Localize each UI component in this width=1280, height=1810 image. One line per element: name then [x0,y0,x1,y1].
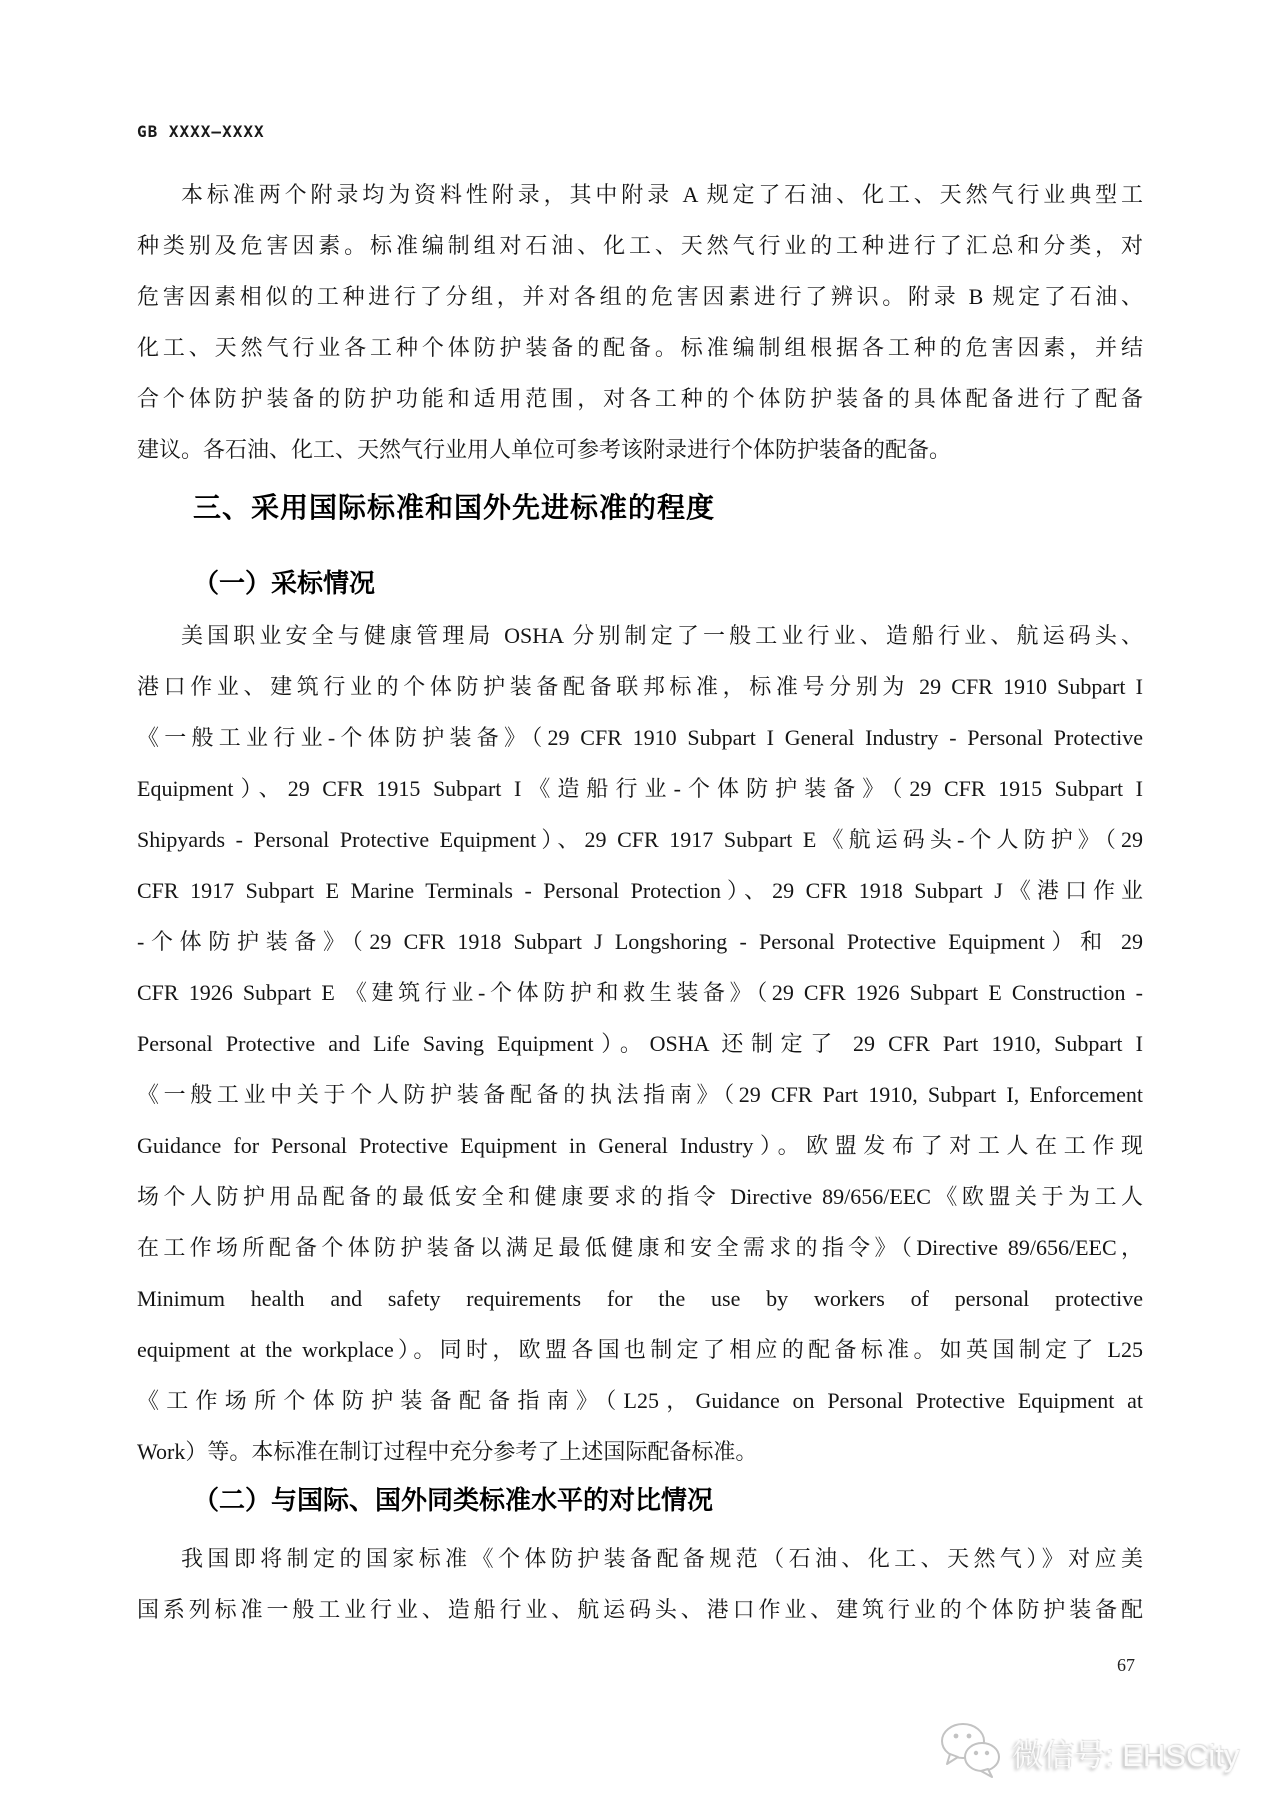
text-line: 种类别及危害因素。标准编制组对石油、化工、天然气行业的工种进行了汇总和分类，对 [137,233,1143,258]
text-line: 《一般工业行业-个体防护装备》（29 CFR 1910 Subpart I General Industry - Personal Protective [137,725,1143,750]
wechat-id-label: 微信号: EHSCity [1012,1738,1240,1773]
text-line: -个体防护装备》（29 CFR 1918 Subpart J Longshoring - Personal Protective Equipment）和 29 [137,929,1143,954]
text-line: 国系列标准一般工业行业、造船行业、航运码头、港口作业、建筑行业的个体防护装备配 [137,1597,1143,1622]
subheading-adoption-status: （一）采标情况 [193,568,376,598]
text-line: 危害因素相似的工种进行了分组，并对各组的危害因素进行了辨识。附录 B 规定了石油、 [137,284,1143,309]
subheading-comparison: （二）与国际、国外同类标准水平的对比情况 [193,1485,714,1515]
section-heading-3: 三、采用国际标准和国外先进标准的程度 [193,492,716,523]
text-line: Equipment）、29 CFR 1915 Subpart I《造船行业-个体防护装备》（29 CFR 1915 Subpart I [137,776,1143,801]
text-line: 场个人防护用品配备的最低安全和健康要求的指令 Directive 89/656/EEC《欧盟关于为工人 [137,1184,1143,1209]
text-line: 美国职业安全与健康管理局 OSHA 分别制定了一般工业行业、造船行业、航运码头、 [181,623,1143,648]
text-line: Personal Protective and Life Saving Equipment）。OSHA 还制定了 29 CFR Part 1910, Subpart I [137,1031,1143,1056]
text-line: Minimum health and safety requirements for the use by workers of personal protective [137,1286,1143,1311]
paragraph-appendix-intro [137,169,1143,475]
wechat-watermark [940,1722,1239,1783]
text-line: 建议。各石油、化工、天然气行业用人单位可参考该附录进行个体防护装备的配备。 [137,437,952,462]
standard-code-header: GB XXXX—XXXX [137,122,265,141]
text-line: Shipyards - Personal Protective Equipment）、29 CFR 1917 Subpart E《航运码头-个人防护》（29 [137,827,1143,852]
text-line: equipment at the workplace）。同时，欧盟各国也制定了相应的配备标准。如英国制定了 L25 [137,1337,1143,1362]
text-line: 合个体防护装备的防护功能和适用范围，对各工种的个体防护装备的具体配备进行了配备 [137,386,1143,411]
text-column [137,169,1143,1635]
text-line: CFR 1926 Subpart E 《建筑行业-个体防护和救生装备》（29 CFR 1926 Subpart E Construction - [137,980,1143,1005]
text-line: Guidance for Personal Protective Equipment in General Industry）。欧盟发布了对工人在工作现 [137,1133,1143,1158]
text-line: 港口作业、建筑行业的个体防护装备配备联邦标准，标准号分别为 29 CFR 1910 Subpart I [137,674,1143,699]
text-line: 本标准两个附录均为资料性附录，其中附录 A 规定了石油、化工、天然气行业典型工 [181,182,1143,207]
paragraph-comparison [137,1533,1143,1635]
page-number: 67 [1117,1655,1135,1675]
text-line: 我国即将制定的国家标准《个体防护装备配备规范（石油、化工、天然气）》对应美 [181,1546,1143,1571]
text-line: 《工作场所个体防护装备配备指南》（L25，Guidance on Personal Protective Equipment at [137,1388,1143,1413]
text-line: 《一般工业中关于个人防护装备配备的执法指南》（29 CFR Part 1910, Subpart I, Enforcement [137,1082,1143,1107]
paragraph-osha-standards [137,610,1143,1477]
text-line: CFR 1917 Subpart E Marine Terminals - Personal Protection）、29 CFR 1918 Subpart J《港口作业 [137,878,1143,903]
text-line: 在工作场所配备个体防护装备以满足最低健康和安全需求的指令》（Directive 89/656/EEC， [137,1235,1143,1260]
text-line: Work）等。本标准在制订过程中充分参考了上述国际配备标准。 [137,1439,758,1464]
text-line: 化工、天然气行业各工种个体防护装备的配备。标准编制组根据各工种的危害因素，并结 [137,335,1143,360]
wechat-icon [940,1722,1002,1783]
